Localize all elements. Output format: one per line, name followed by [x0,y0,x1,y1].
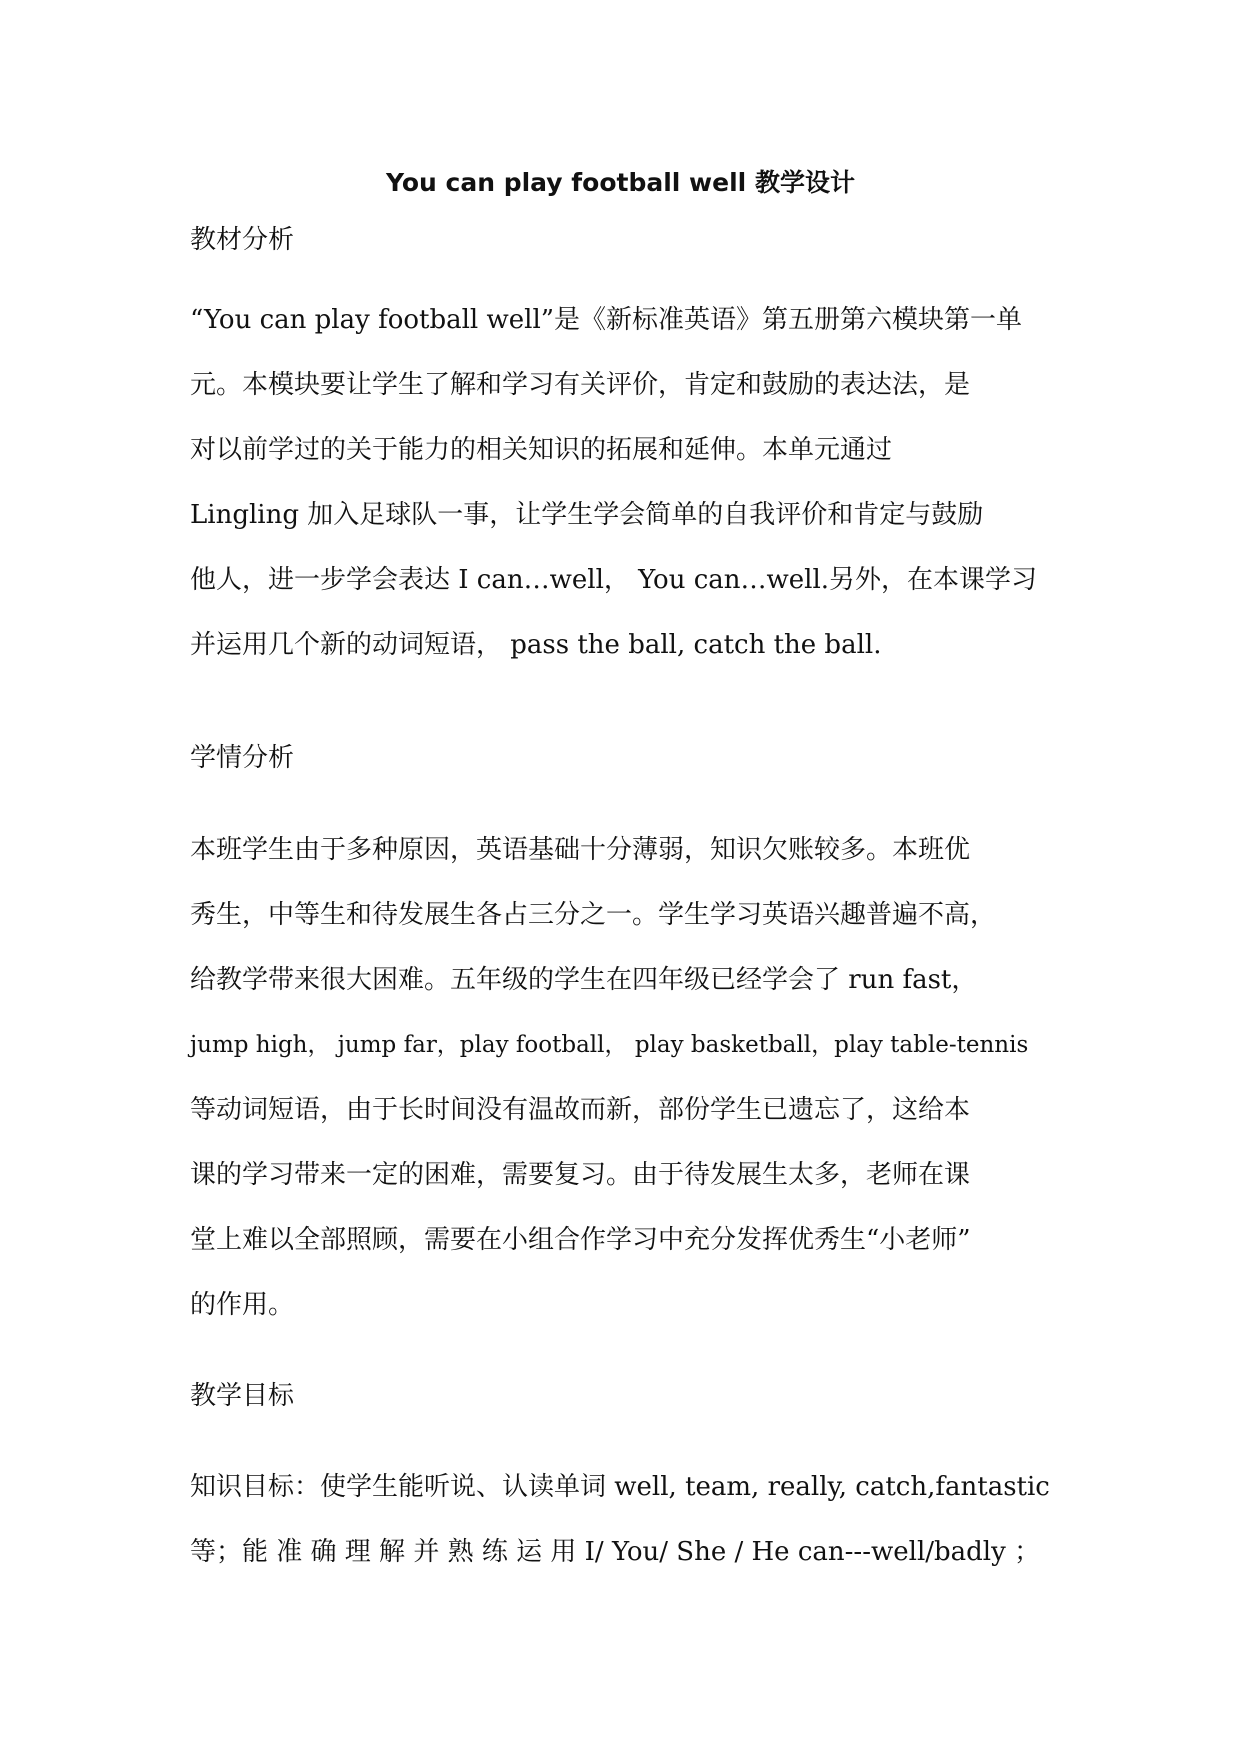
section-body-textbook-analysis [190,288,1060,678]
text-line: 元。本模块要让学生了解和学习有关评价，肯定和鼓励的表达法，是 [190,370,971,400]
text-line: 等；能 准 确 理 解 并 熟 练 运 用 I/ You/ She / He can---well/badly ； [190,1537,1041,1567]
text-line: 知识目标：使学生能听说、认读单词 well, team, really, catch,fantastic [190,1472,1050,1502]
text-line: jump high， jump far，play football， play basketball，play table-tennis [190,1032,1029,1058]
section-heading-learner-analysis: 学情分析 [190,743,295,773]
text-line: 并运用几个新的动词短语， pass the ball, catch the ball. [190,630,882,660]
text-line: 他人，进一步学会表达 I can…well， You can…well.另外，在本课学习 [190,565,1038,595]
section-body-learner-analysis [190,818,1060,1338]
section-heading-teaching-objectives: 教学目标 [190,1381,295,1411]
section-heading-textbook-analysis: 教材分析 [190,225,295,255]
text-line: 秀生，中等生和待发展生各占三分之一。学生学习英语兴趣普遍不高， [190,900,997,930]
text-line: Lingling 加入足球队一事，让学生学会简单的自我评价和肯定与鼓励 [190,500,984,530]
text-line: 对以前学过的关于能力的相关知识的拓展和延伸。本单元通过 [190,435,893,465]
text-line: 课的学习带来一定的困难，需要复习。由于待发展生太多，老师在课 [190,1160,971,1190]
text-line: “You can play football well”是《新标准英语》第五册第六模块第一单 [190,305,1023,335]
document-title: You can play football well 教学设计 [386,168,855,197]
text-line: 堂上难以全部照顾，需要在小组合作学习中充分发挥优秀生“小老师” [190,1225,971,1255]
text-line: 本班学生由于多种原因，英语基础十分薄弱，知识欠账较多。本班优 [190,835,971,865]
section-body-teaching-objectives [190,1455,1060,1585]
text-line: 的作用。 [190,1290,295,1320]
text-line: 给教学带来很大困难。五年级的学生在四年级已经学会了 run fast， [190,965,978,995]
text-line: 等动词短语，由于长时间没有温故而新，部份学生已遗忘了，这给本 [190,1095,971,1125]
